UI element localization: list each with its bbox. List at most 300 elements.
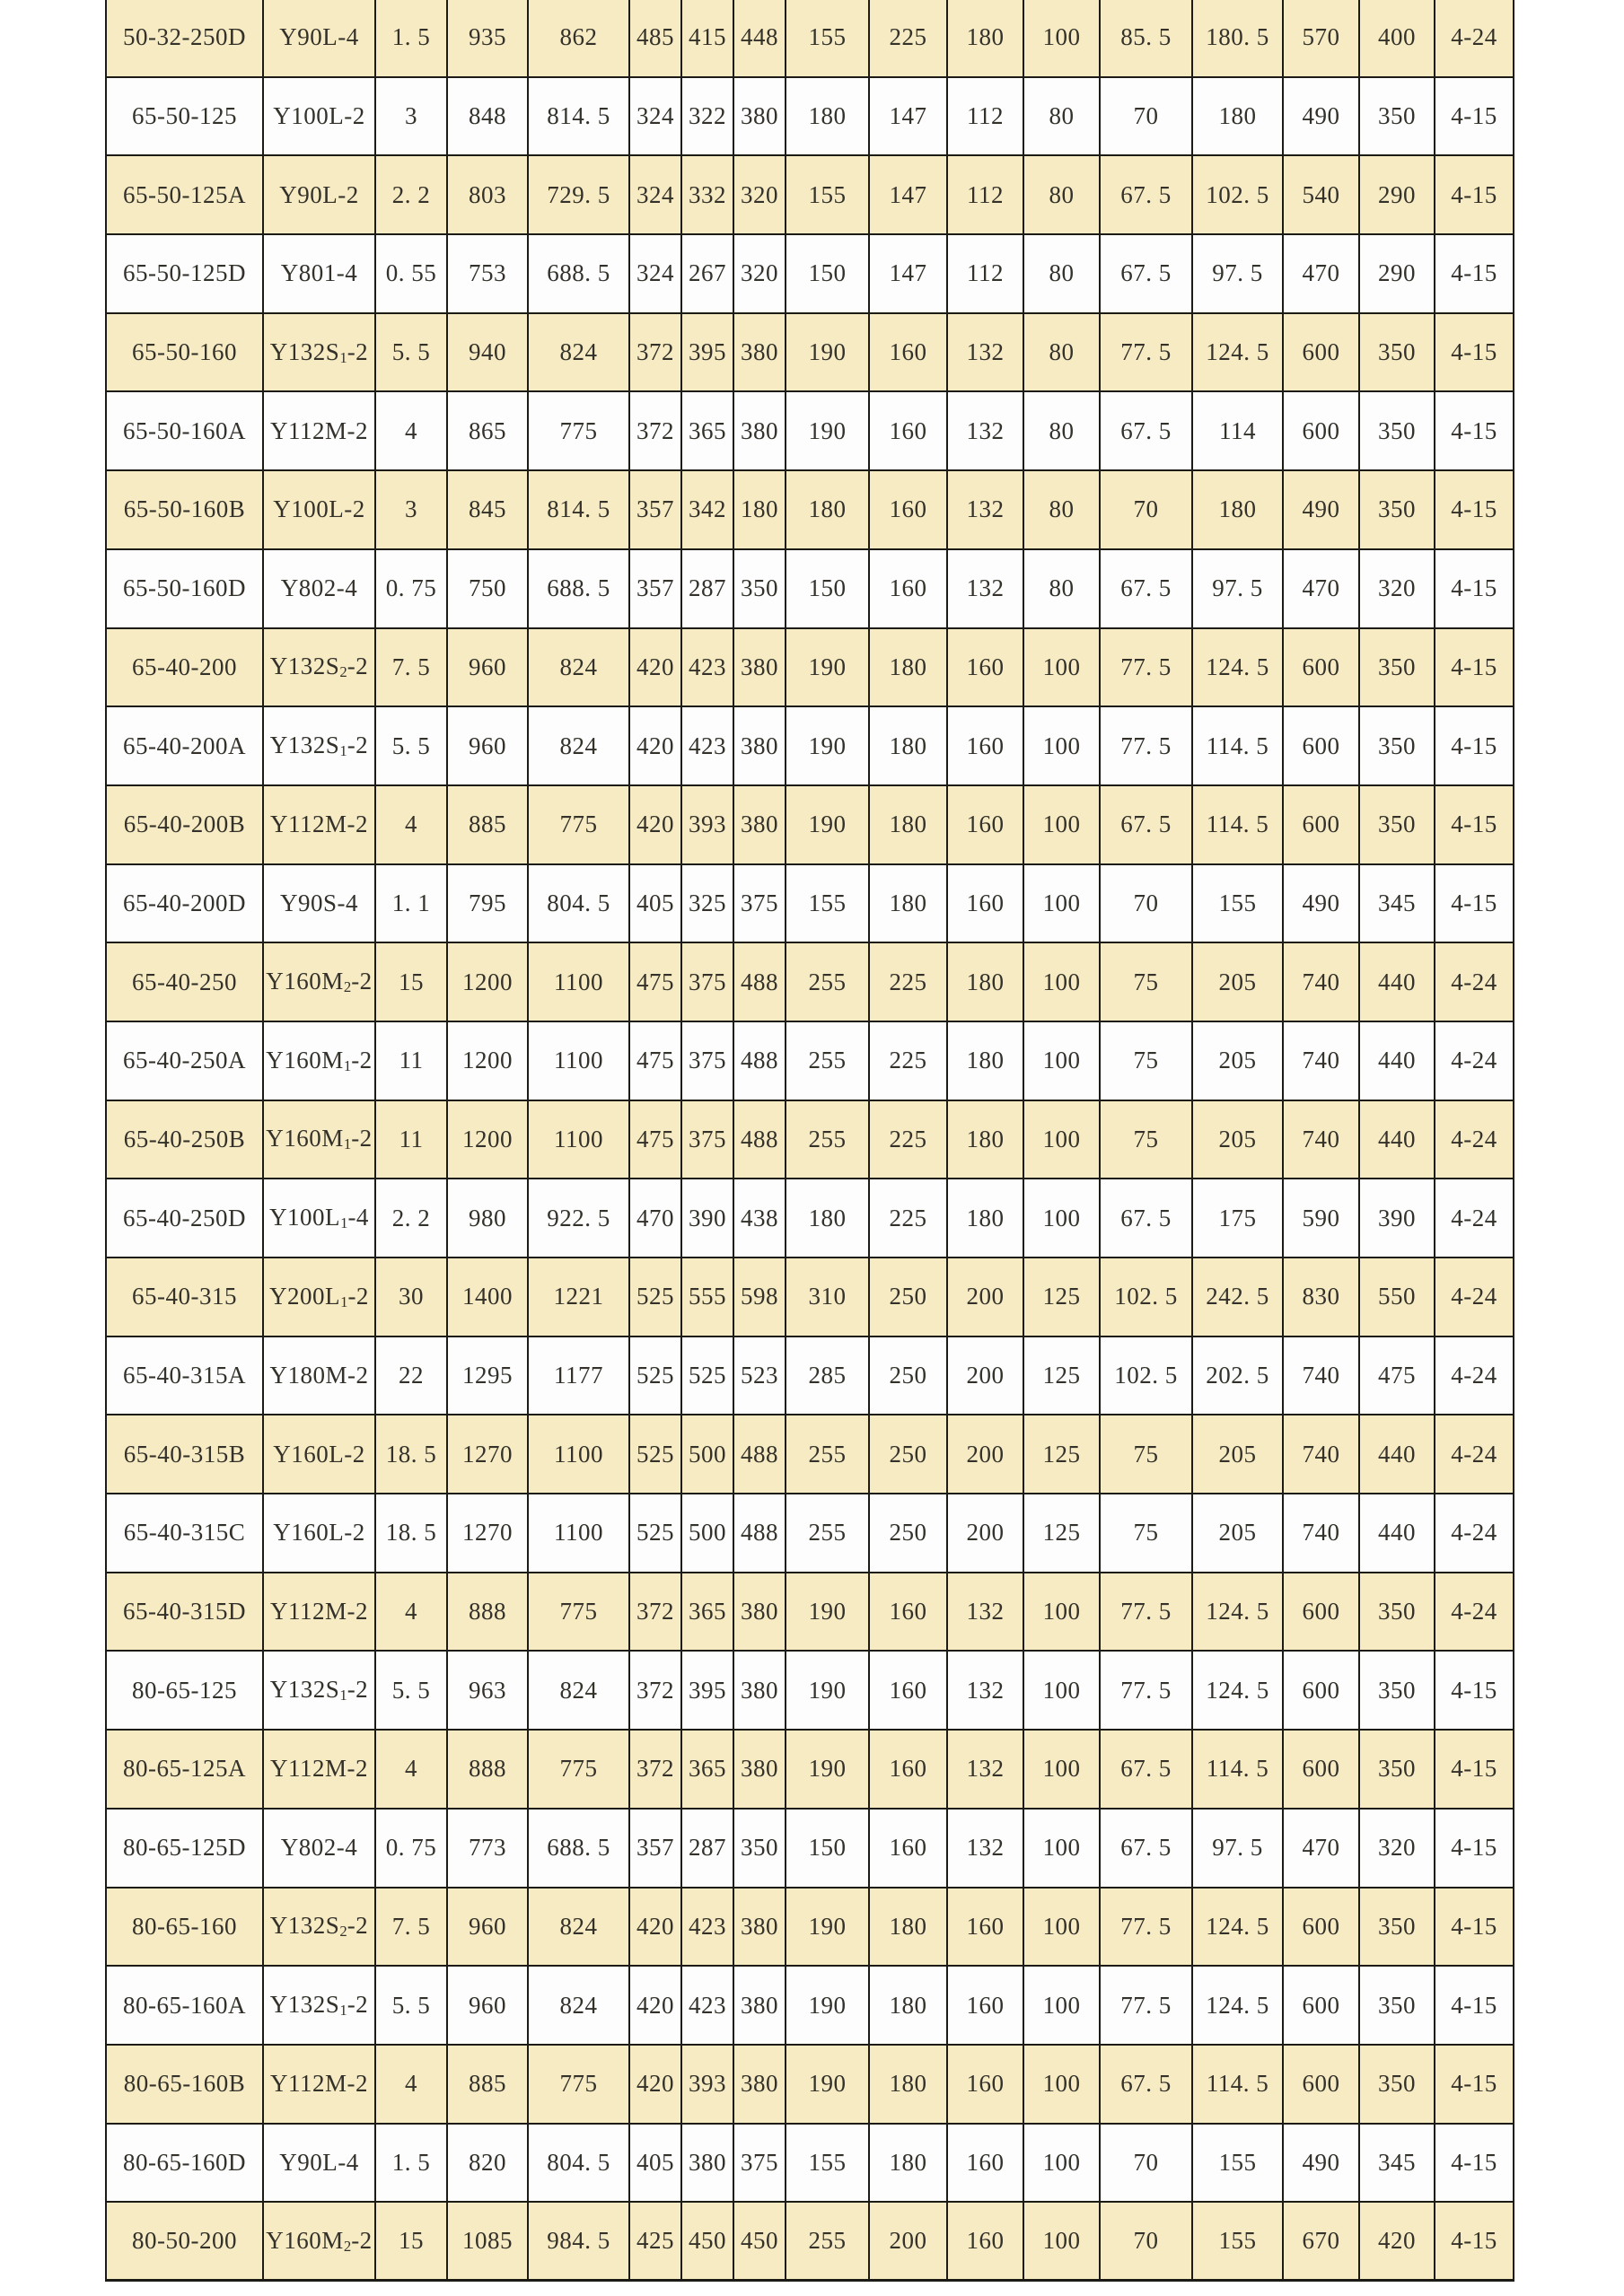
cell-value: 380 xyxy=(733,706,786,785)
cell-value: 180 xyxy=(947,1100,1023,1179)
cell-value: 125 xyxy=(1023,1258,1100,1336)
cell-value: 200 xyxy=(947,1258,1023,1336)
cell-value: 753 xyxy=(447,234,528,313)
cell-value: 600 xyxy=(1283,313,1359,392)
cell-value: 485 xyxy=(629,0,681,77)
cell-value: 350 xyxy=(1359,785,1435,864)
cell-value: 550 xyxy=(1359,1258,1435,1336)
cell-value: 67. 5 xyxy=(1100,234,1192,313)
cell-value: 77. 5 xyxy=(1100,1573,1192,1652)
motor-subscript: 2 xyxy=(343,2237,352,2255)
cell-value: 250 xyxy=(869,1258,947,1336)
cell-value: 67. 5 xyxy=(1100,1809,1192,1888)
cell-value: 114. 5 xyxy=(1192,785,1283,864)
cell-value: 600 xyxy=(1283,628,1359,707)
table-row xyxy=(106,1415,1514,1494)
cell-value: 205 xyxy=(1192,1100,1283,1179)
cell-value: 75 xyxy=(1100,1021,1192,1100)
cell-value: 395 xyxy=(681,313,733,392)
cell-value: 85. 5 xyxy=(1100,0,1192,77)
cell-value: 1177 xyxy=(528,1336,629,1415)
cell-value: 600 xyxy=(1283,706,1359,785)
cell-value: 250 xyxy=(869,1336,947,1415)
cell-value: 125 xyxy=(1023,1336,1100,1415)
cell-motor-model: Y112M-2 xyxy=(263,1573,375,1652)
cell-value: 200 xyxy=(947,1494,1023,1573)
cell-value: 380 xyxy=(733,1966,786,2045)
cell-value: 150 xyxy=(786,234,869,313)
cell-value: 70 xyxy=(1100,2202,1192,2281)
cell-value: 4-15 xyxy=(1435,313,1514,392)
cell-value: 7. 5 xyxy=(375,628,447,707)
cell-value: 1. 5 xyxy=(375,0,447,77)
cell-value: 132 xyxy=(947,470,1023,549)
cell-value: 420 xyxy=(629,2045,681,2124)
cell-value: 415 xyxy=(681,0,733,77)
cell-motor-model: $Y132S_1-2$ xyxy=(263,313,375,392)
cell-value: 0. 75 xyxy=(375,549,447,628)
cell-value: 824 xyxy=(528,1966,629,2045)
cell-value: 100 xyxy=(1023,2124,1100,2203)
cell-value: 125 xyxy=(1023,1494,1100,1573)
cell-value: 2. 2 xyxy=(375,1179,447,1258)
cell-value: 320 xyxy=(733,234,786,313)
cell-value: 80 xyxy=(1023,470,1100,549)
cell-value: 775 xyxy=(528,1730,629,1809)
cell-value: 160 xyxy=(947,785,1023,864)
cell-value: 155 xyxy=(1192,2124,1283,2203)
cell-value: 160 xyxy=(869,313,947,392)
cell-value: 7. 5 xyxy=(375,1888,447,1967)
cell-value: 2. 2 xyxy=(375,155,447,234)
cell-value: 180 xyxy=(869,1888,947,1967)
table-row xyxy=(106,155,1514,234)
cell-pump-model: 65-40-315C xyxy=(106,1494,263,1573)
cell-value: 160 xyxy=(947,1966,1023,2045)
cell-value: 325 xyxy=(681,864,733,943)
cell-value: 375 xyxy=(681,1021,733,1100)
table-row xyxy=(106,1258,1514,1336)
cell-value: 350 xyxy=(1359,1888,1435,1967)
cell-value: 470 xyxy=(1283,1809,1359,1888)
table-row xyxy=(106,1651,1514,1730)
cell-value: 380 xyxy=(733,1651,786,1730)
cell-value: 375 xyxy=(681,942,733,1021)
cell-motor-model: Y90L-4 xyxy=(263,0,375,77)
cell-motor-model: Y90S-4 xyxy=(263,864,375,943)
cell-value: 935 xyxy=(447,0,528,77)
table-row xyxy=(106,1730,1514,1809)
cell-value: 393 xyxy=(681,2045,733,2124)
cell-value: 80 xyxy=(1023,77,1100,156)
table-row xyxy=(106,391,1514,470)
cell-value: 372 xyxy=(629,1730,681,1809)
table-row xyxy=(106,2045,1514,2124)
cell-value: 15 xyxy=(375,2202,447,2281)
cell-value: 70 xyxy=(1100,864,1192,943)
cell-value: 940 xyxy=(447,313,528,392)
cell-value: 132 xyxy=(947,549,1023,628)
cell-value: 4-15 xyxy=(1435,864,1514,943)
cell-value: 180 xyxy=(947,0,1023,77)
cell-value: 100 xyxy=(1023,2202,1100,2281)
cell-value: 70 xyxy=(1100,77,1192,156)
cell-value: 1400 xyxy=(447,1258,528,1336)
cell-value: 225 xyxy=(869,0,947,77)
cell-value: 824 xyxy=(528,706,629,785)
cell-value: 250 xyxy=(869,1494,947,1573)
cell-value: 160 xyxy=(869,1809,947,1888)
cell-value: 824 xyxy=(528,628,629,707)
cell-value: 100 xyxy=(1023,2045,1100,2124)
cell-value: 488 xyxy=(733,1100,786,1179)
cell-value: 740 xyxy=(1283,1494,1359,1573)
cell-value: 375 xyxy=(733,2124,786,2203)
cell-value: 267 xyxy=(681,234,733,313)
cell-value: 729. 5 xyxy=(528,155,629,234)
cell-value: 804. 5 xyxy=(528,864,629,943)
motor-subscript: 2 xyxy=(343,978,352,996)
cell-value: 132 xyxy=(947,391,1023,470)
cell-value: 180 xyxy=(869,2045,947,2124)
cell-value: 160 xyxy=(947,706,1023,785)
table-row xyxy=(106,1573,1514,1652)
cell-value: 180 xyxy=(733,470,786,549)
cell-value: 775 xyxy=(528,1573,629,1652)
cell-value: 885 xyxy=(447,785,528,864)
table-row xyxy=(106,706,1514,785)
cell-value: 114. 5 xyxy=(1192,706,1283,785)
cell-value: 180 xyxy=(947,1021,1023,1100)
cell-value: 160 xyxy=(947,2124,1023,2203)
cell-value: 202. 5 xyxy=(1192,1336,1283,1415)
cell-value: 440 xyxy=(1359,1494,1435,1573)
cell-value: 488 xyxy=(733,1415,786,1494)
cell-value: 200 xyxy=(869,2202,947,2281)
cell-value: 100 xyxy=(1023,942,1100,1021)
cell-motor-model: $Y132S_1-2$ xyxy=(263,706,375,785)
cell-value: 100 xyxy=(1023,864,1100,943)
cell-value: 350 xyxy=(733,1809,786,1888)
cell-value: 100 xyxy=(1023,1573,1100,1652)
table-row xyxy=(106,942,1514,1021)
cell-pump-model: 80-50-200 xyxy=(106,2202,263,2281)
cell-value: 114. 5 xyxy=(1192,2045,1283,2124)
table-row xyxy=(106,2202,1514,2281)
cell-value: 160 xyxy=(869,1573,947,1652)
cell-value: 365 xyxy=(681,1573,733,1652)
cell-value: 423 xyxy=(681,628,733,707)
cell-motor-model: $Y132S_1-2$ xyxy=(263,1966,375,2045)
cell-value: 97. 5 xyxy=(1192,1809,1283,1888)
cell-pump-model: 65-40-200A xyxy=(106,706,263,785)
cell-value: 320 xyxy=(1359,1809,1435,1888)
cell-value: 488 xyxy=(733,1021,786,1100)
cell-value: 255 xyxy=(786,1021,869,1100)
cell-value: 124. 5 xyxy=(1192,313,1283,392)
cell-value: 67. 5 xyxy=(1100,1179,1192,1258)
cell-value: 75 xyxy=(1100,1415,1192,1494)
cell-value: 285 xyxy=(786,1336,869,1415)
cell-value: 80 xyxy=(1023,155,1100,234)
cell-value: 255 xyxy=(786,1100,869,1179)
cell-value: 365 xyxy=(681,1730,733,1809)
cell-pump-model: 50-32-250D xyxy=(106,0,263,77)
cell-pump-model: 80-65-160A xyxy=(106,1966,263,2045)
cell-value: 357 xyxy=(629,1809,681,1888)
cell-pump-model: 65-40-200B xyxy=(106,785,263,864)
cell-value: 688. 5 xyxy=(528,234,629,313)
cell-value: 490 xyxy=(1283,470,1359,549)
cell-value: 3 xyxy=(375,77,447,156)
cell-pump-model: 65-40-315B xyxy=(106,1415,263,1494)
cell-value: 375 xyxy=(681,1100,733,1179)
cell-value: 11 xyxy=(375,1100,447,1179)
cell-value: 77. 5 xyxy=(1100,628,1192,707)
cell-motor-model: Y112M-2 xyxy=(263,391,375,470)
cell-value: 132 xyxy=(947,313,1023,392)
cell-value: 147 xyxy=(869,155,947,234)
cell-motor-model: $Y160M_2-2$ xyxy=(263,2202,375,2281)
table-row xyxy=(106,1336,1514,1415)
cell-value: 102. 5 xyxy=(1100,1336,1192,1415)
cell-value: 4-15 xyxy=(1435,391,1514,470)
cell-pump-model: 65-50-160D xyxy=(106,549,263,628)
cell-pump-model: 65-40-315 xyxy=(106,1258,263,1336)
cell-value: 97. 5 xyxy=(1192,234,1283,313)
cell-value: 160 xyxy=(869,1651,947,1730)
cell-value: 345 xyxy=(1359,864,1435,943)
cell-value: 255 xyxy=(786,1494,869,1573)
cell-value: 960 xyxy=(447,1888,528,1967)
cell-value: 4-15 xyxy=(1435,2202,1514,2281)
cell-value: 380 xyxy=(733,391,786,470)
cell-value: 450 xyxy=(681,2202,733,2281)
cell-value: 380 xyxy=(733,1888,786,1967)
table-row xyxy=(106,1888,1514,1967)
cell-value: 4-15 xyxy=(1435,628,1514,707)
cell-value: 1200 xyxy=(447,1100,528,1179)
cell-value: 440 xyxy=(1359,1021,1435,1100)
cell-value: 345 xyxy=(1359,2124,1435,2203)
cell-value: 1200 xyxy=(447,1021,528,1100)
cell-value: 4 xyxy=(375,391,447,470)
cell-value: 180. 5 xyxy=(1192,0,1283,77)
cell-pump-model: 65-40-250A xyxy=(106,1021,263,1100)
cell-value: 287 xyxy=(681,549,733,628)
cell-value: 1295 xyxy=(447,1336,528,1415)
cell-value: 320 xyxy=(1359,549,1435,628)
cell-value: 77. 5 xyxy=(1100,1888,1192,1967)
motor-subscript: 1 xyxy=(339,348,347,366)
cell-pump-model: 65-50-125D xyxy=(106,234,263,313)
cell-value: 740 xyxy=(1283,1100,1359,1179)
cell-value: 4 xyxy=(375,2045,447,2124)
cell-value: 80 xyxy=(1023,313,1100,392)
table-row xyxy=(106,1809,1514,1888)
cell-value: 124. 5 xyxy=(1192,1966,1283,2045)
cell-value: 290 xyxy=(1359,155,1435,234)
cell-value: 4-24 xyxy=(1435,1494,1514,1573)
table-row xyxy=(106,0,1514,77)
cell-value: 740 xyxy=(1283,1021,1359,1100)
cell-value: 342 xyxy=(681,470,733,549)
cell-value: 830 xyxy=(1283,1258,1359,1336)
cell-value: 423 xyxy=(681,1966,733,2045)
cell-value: 960 xyxy=(447,628,528,707)
cell-value: 350 xyxy=(1359,1730,1435,1809)
cell-value: 475 xyxy=(629,942,681,1021)
cell-value: 5. 5 xyxy=(375,706,447,785)
cell-pump-model: 80-65-125D xyxy=(106,1809,263,1888)
cell-value: 287 xyxy=(681,1809,733,1888)
table-row xyxy=(106,1966,1514,2045)
cell-value: 4-24 xyxy=(1435,942,1514,1021)
cell-value: 380 xyxy=(733,313,786,392)
cell-value: 190 xyxy=(786,313,869,392)
pump-spec-table xyxy=(105,0,1514,2282)
cell-value: 350 xyxy=(1359,706,1435,785)
cell-value: 100 xyxy=(1023,1966,1100,2045)
cell-value: 160 xyxy=(869,391,947,470)
cell-value: 795 xyxy=(447,864,528,943)
cell-value: 570 xyxy=(1283,0,1359,77)
cell-value: 423 xyxy=(681,706,733,785)
motor-subscript: 1 xyxy=(339,2002,347,2020)
cell-motor-model: $Y132S_2-2$ xyxy=(263,628,375,707)
cell-motor-model: Y100L-2 xyxy=(263,470,375,549)
cell-value: 4 xyxy=(375,785,447,864)
table-row xyxy=(106,77,1514,156)
cell-value: 30 xyxy=(375,1258,447,1336)
cell-motor-model: $Y160M_1-2$ xyxy=(263,1100,375,1179)
cell-value: 132 xyxy=(947,1730,1023,1809)
cell-value: 775 xyxy=(528,391,629,470)
cell-value: 5. 5 xyxy=(375,1966,447,2045)
cell-value: 372 xyxy=(629,391,681,470)
cell-value: 132 xyxy=(947,1651,1023,1730)
cell-value: 5. 5 xyxy=(375,1651,447,1730)
cell-value: 470 xyxy=(629,1179,681,1258)
cell-value: 180 xyxy=(1192,470,1283,549)
cell-value: 132 xyxy=(947,1809,1023,1888)
motor-subscript: 1 xyxy=(340,1293,348,1310)
cell-value: 160 xyxy=(947,628,1023,707)
cell-value: 190 xyxy=(786,1730,869,1809)
cell-value: 824 xyxy=(528,1651,629,1730)
cell-value: 190 xyxy=(786,1888,869,1967)
cell-value: 100 xyxy=(1023,628,1100,707)
cell-value: 155 xyxy=(786,0,869,77)
cell-value: 132 xyxy=(947,1573,1023,1652)
cell-value: 688. 5 xyxy=(528,1809,629,1888)
motor-subscript: 2 xyxy=(339,1923,347,1941)
table-row xyxy=(106,470,1514,549)
cell-value: 865 xyxy=(447,391,528,470)
cell-value: 160 xyxy=(869,470,947,549)
cell-pump-model: 65-40-315D xyxy=(106,1573,263,1652)
cell-value: 124. 5 xyxy=(1192,1573,1283,1652)
cell-value: 155 xyxy=(786,155,869,234)
cell-value: 290 xyxy=(1359,234,1435,313)
cell-pump-model: 65-50-160 xyxy=(106,313,263,392)
cell-value: 380 xyxy=(733,628,786,707)
cell-value: 490 xyxy=(1283,2124,1359,2203)
cell-value: 350 xyxy=(1359,313,1435,392)
cell-value: 0. 55 xyxy=(375,234,447,313)
cell-motor-model: Y801-4 xyxy=(263,234,375,313)
cell-value: 500 xyxy=(681,1494,733,1573)
cell-value: 350 xyxy=(1359,2045,1435,2124)
cell-value: 393 xyxy=(681,785,733,864)
cell-value: 1100 xyxy=(528,1100,629,1179)
cell-motor-model: $Y132S_2-2$ xyxy=(263,1888,375,1967)
cell-value: 475 xyxy=(629,1100,681,1179)
cell-value: 155 xyxy=(786,864,869,943)
cell-value: 600 xyxy=(1283,1573,1359,1652)
cell-value: 190 xyxy=(786,706,869,785)
cell-value: 77. 5 xyxy=(1100,1651,1192,1730)
cell-value: 100 xyxy=(1023,0,1100,77)
cell-value: 180 xyxy=(786,77,869,156)
cell-value: 225 xyxy=(869,1100,947,1179)
cell-value: 420 xyxy=(629,1966,681,2045)
cell-value: 15 xyxy=(375,942,447,1021)
cell-value: 350 xyxy=(1359,1651,1435,1730)
cell-motor-model: Y802-4 xyxy=(263,1809,375,1888)
cell-value: 4-15 xyxy=(1435,2124,1514,2203)
cell-value: 205 xyxy=(1192,1494,1283,1573)
cell-motor-model: Y160L-2 xyxy=(263,1494,375,1573)
cell-pump-model: 65-40-200D xyxy=(106,864,263,943)
cell-value: 75 xyxy=(1100,942,1192,1021)
cell-value: 848 xyxy=(447,77,528,156)
cell-motor-model: $Y132S_1-2$ xyxy=(263,1651,375,1730)
cell-value: 372 xyxy=(629,1651,681,1730)
cell-value: 4-24 xyxy=(1435,1100,1514,1179)
motor-subscript: 1 xyxy=(343,1135,352,1153)
cell-value: 350 xyxy=(1359,391,1435,470)
cell-value: 820 xyxy=(447,2124,528,2203)
cell-value: 350 xyxy=(1359,77,1435,156)
cell-pump-model: 65-40-250D xyxy=(106,1179,263,1258)
cell-value: 112 xyxy=(947,77,1023,156)
cell-value: 150 xyxy=(786,1809,869,1888)
cell-value: 100 xyxy=(1023,1179,1100,1258)
cell-value: 960 xyxy=(447,706,528,785)
cell-value: 814. 5 xyxy=(528,470,629,549)
cell-value: 490 xyxy=(1283,77,1359,156)
cell-value: 775 xyxy=(528,2045,629,2124)
cell-value: 1221 xyxy=(528,1258,629,1336)
cell-motor-model: $Y200L_1-2$ xyxy=(263,1258,375,1336)
cell-value: 980 xyxy=(447,1179,528,1258)
cell-value: 540 xyxy=(1283,155,1359,234)
cell-value: 100 xyxy=(1023,706,1100,785)
motor-subscript: 1 xyxy=(343,1056,352,1074)
cell-value: 922. 5 xyxy=(528,1179,629,1258)
cell-value: 395 xyxy=(681,1651,733,1730)
cell-value: 200 xyxy=(947,1415,1023,1494)
cell-motor-model: $Y100L_1-4$ xyxy=(263,1179,375,1258)
cell-value: 100 xyxy=(1023,785,1100,864)
cell-value: 67. 5 xyxy=(1100,785,1192,864)
cell-value: 380 xyxy=(733,77,786,156)
cell-value: 180 xyxy=(869,864,947,943)
cell-value: 420 xyxy=(629,785,681,864)
cell-value: 150 xyxy=(786,549,869,628)
cell-motor-model: Y802-4 xyxy=(263,549,375,628)
